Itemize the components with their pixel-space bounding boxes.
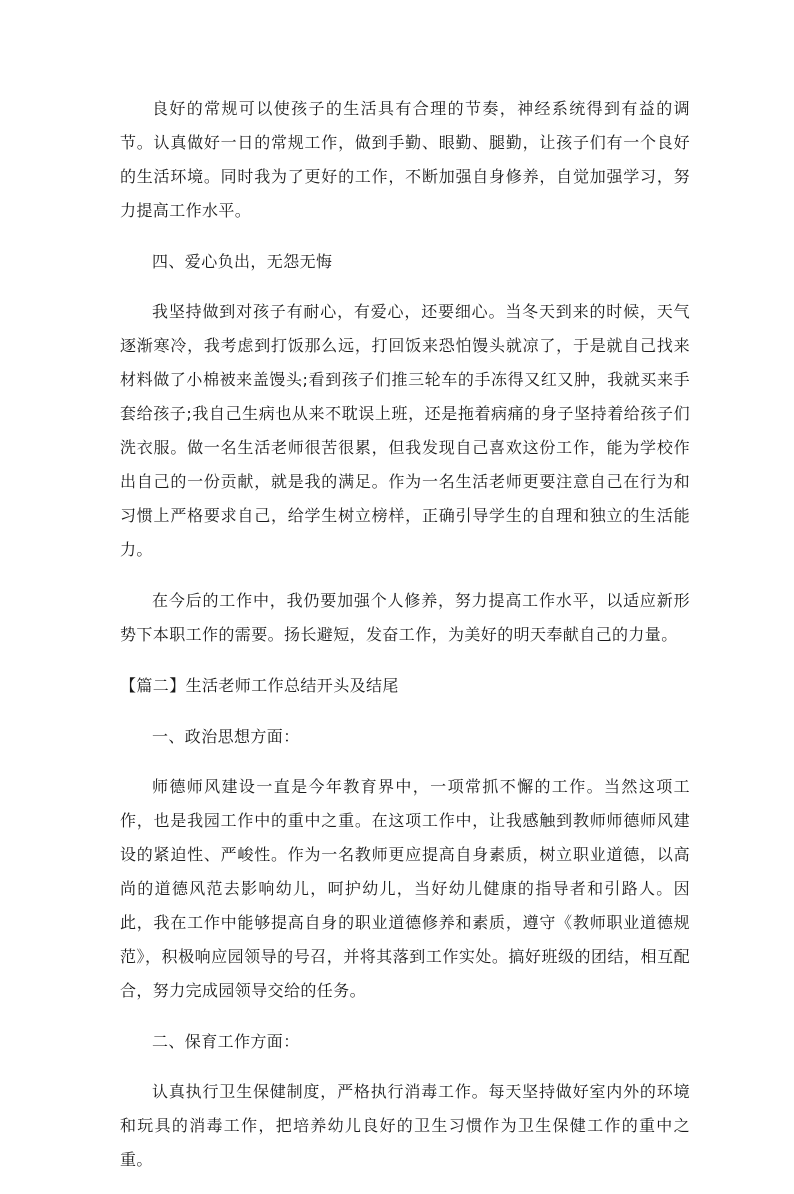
heading-care-work: 二、保育工作方面：	[152, 1032, 300, 1051]
paragraph-future-work: 在今后的工作中，我仍要加强个人修养，努力提高工作水平，以适应新形势下本职工作的需要。扬长避短，发奋工作，为美好的明天奉献自己的力量。	[120, 591, 690, 644]
paragraph-teacher-ethics: 师德师风建设一直是今年教育界中，一项常抓不懈的工作。当然这项工作，也是我园工作中的重中之重。在这项工作中，让我感触到教师师德师风建设的紧迫性、严峻性。作为一名教师更应提高自身素质，树立职业道德，以高尚的道德风范去影响幼儿，呵护幼儿，当好幼儿健康的指导者和引路人。因此，我在工作中能够提高自身的职业道德修养和素质，遵守《教师职业道德规范》，积极响应园领导的号召，并将其落到工作实处。搞好班级的团结，相互配合，努力完成园领导交给的任务。	[120, 777, 690, 1000]
paragraph-routine-work: 良好的常规可以使孩子的生活具有合理的节奏，神经系统得到有益的调节。认真做好一日的常规工作，做到手勤、眼勤、腿勤，让孩子们有一个良好的生活环境。同时我为了更好的工作，不断加强自身修养，自觉加强学习，努力提高工作水平。	[120, 99, 690, 220]
paragraph-hygiene: 认真执行卫生保健制度，严格执行消毒工作。每天坚持做好室内外的环境和玩具的消毒工作，把培养幼儿良好的卫生习惯作为卫生保健工作的重中之重。	[120, 1082, 690, 1169]
section-title-part-two: 【篇二】生活老师工作总结开头及结尾	[120, 676, 399, 695]
heading-love-devotion: 四、爱心负出，无怨无悔	[152, 252, 333, 271]
heading-political-thought: 一、政治思想方面：	[152, 727, 300, 746]
document-body	[120, 92, 690, 1194]
paragraph-patience-care: 我坚持做到对孩子有耐心，有爱心，还要细心。当冬天到来的时候，天气逐渐寒冷，我考虑到打饭那么远，打回饭来恐怕馒头就凉了，于是就自己找来材料做了小棉被来盖馒头;看到孩子们推三轮车的手冻得又红又肿，我就买来手套给孩子;我自己生病也从来不耽误上班，还是拖着病痛的身子坚持着给孩子们洗衣服。做一名生活老师很苦很累，但我发现自己喜欢这份工作，能为学校作出自己的一份贡献，就是我的满足。作为一名生活老师更要注意自己在行为和习惯上严格要求自己，给学生树立榜样，正确引导学生的自理和独立的生活能力。	[120, 302, 690, 559]
